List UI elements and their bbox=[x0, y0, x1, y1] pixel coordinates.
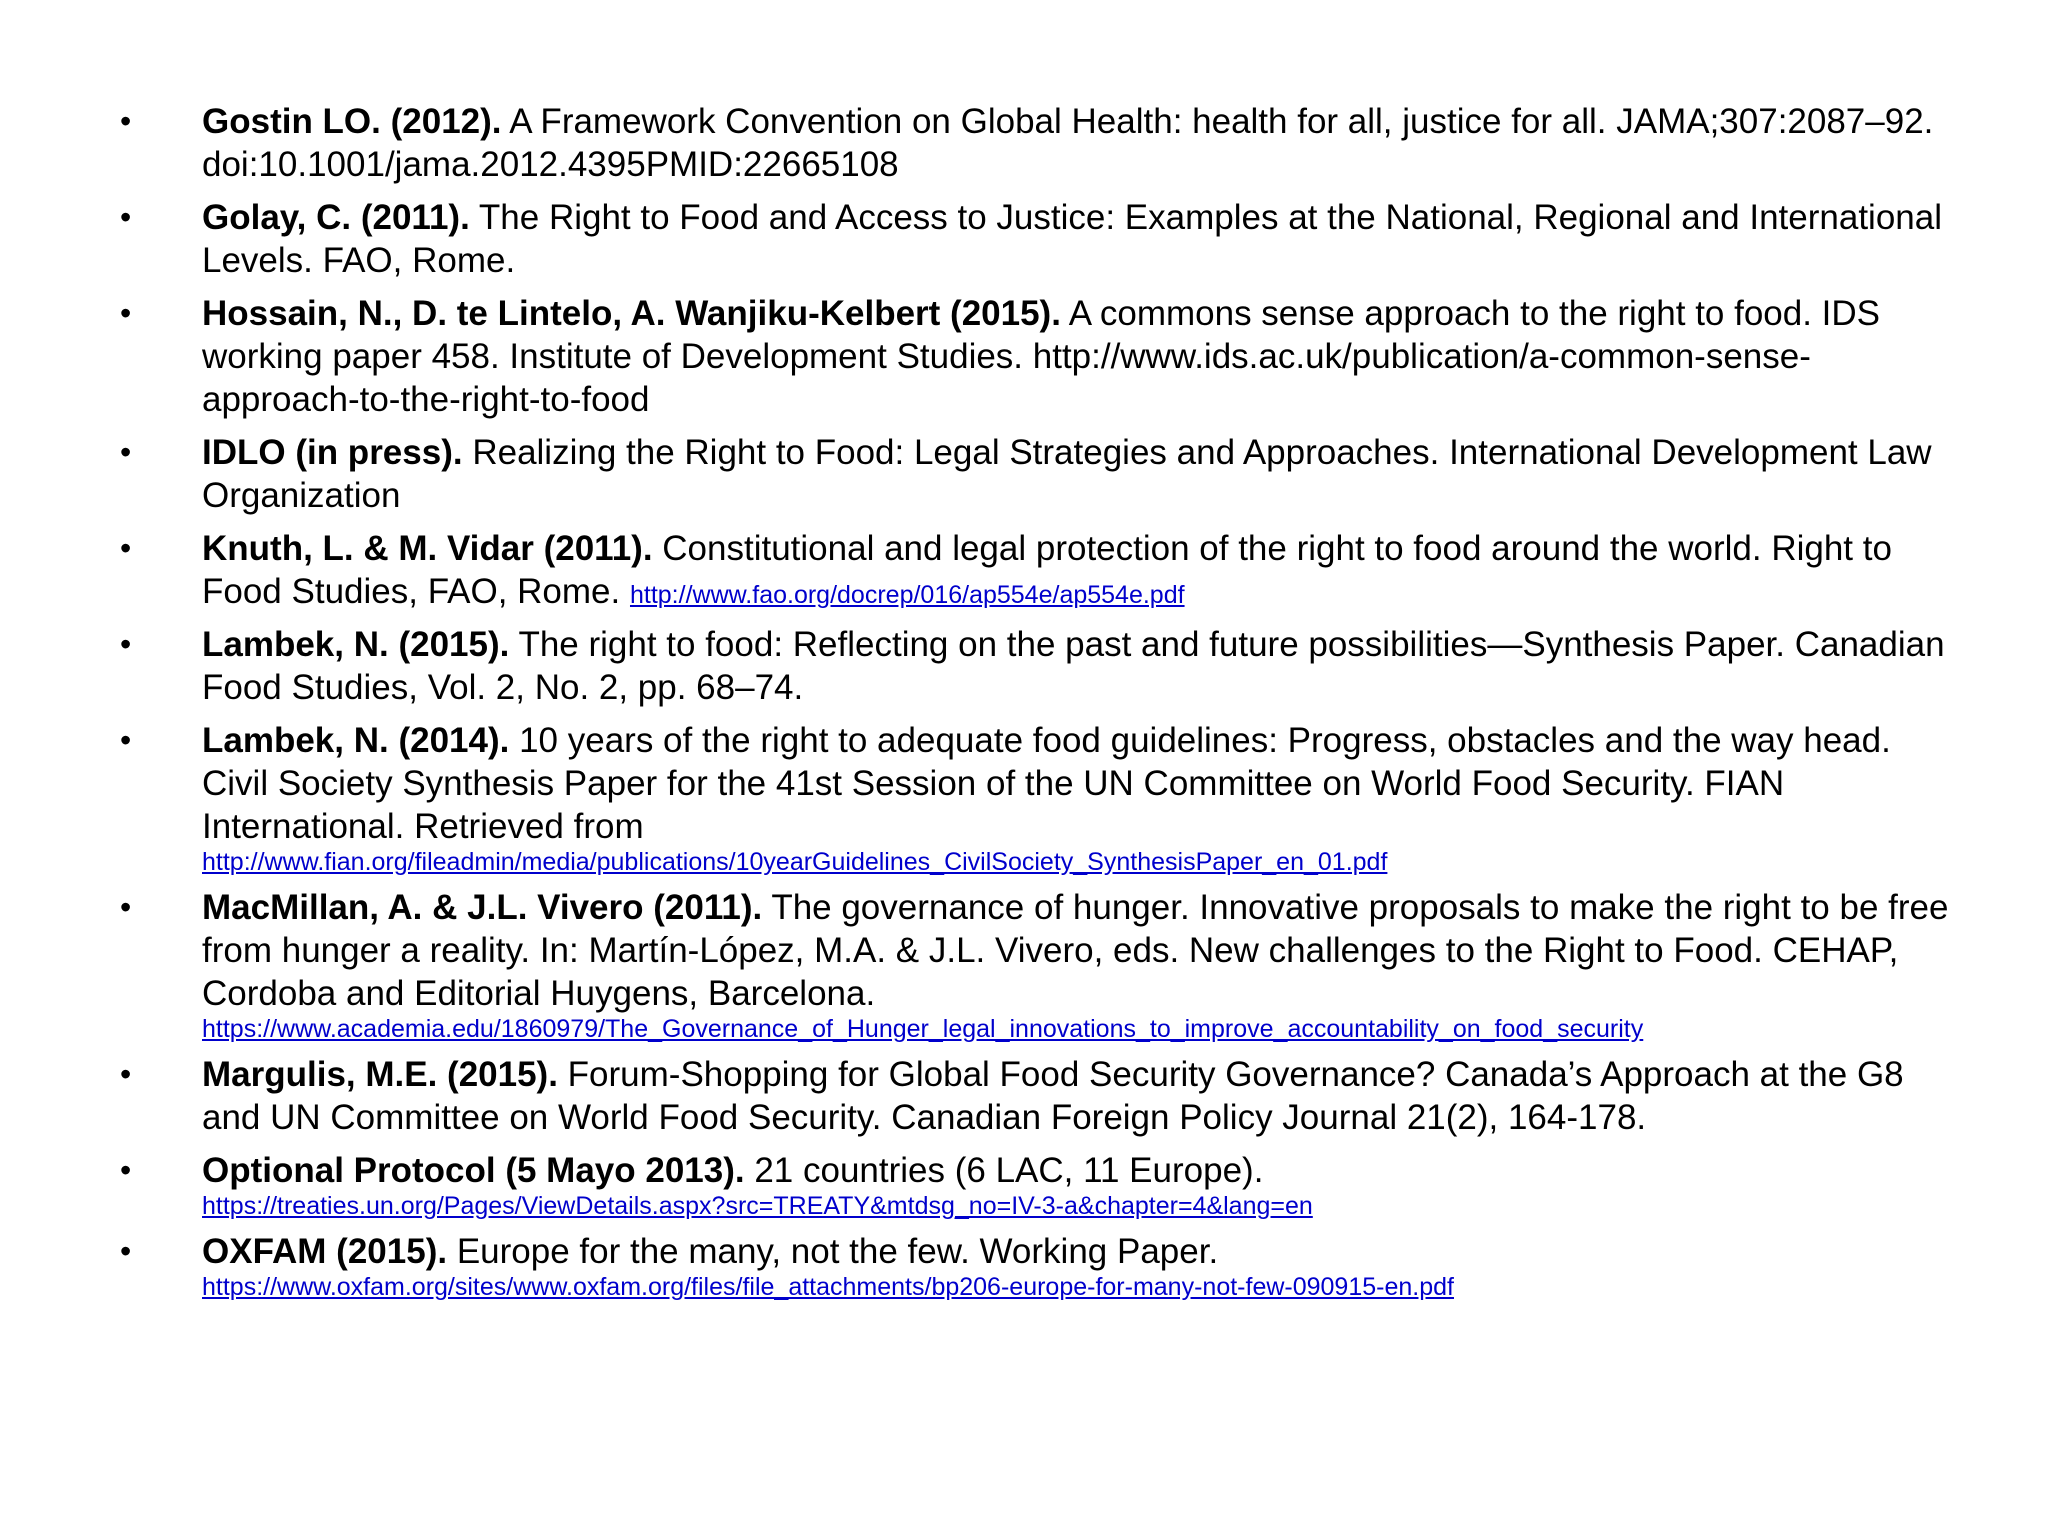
reference-text: Realizing the Right to Food: Legal Strategies and Approaches. International Development Law Organization bbox=[202, 433, 1932, 515]
reference-item bbox=[120, 719, 1960, 876]
bullet-icon: • bbox=[120, 103, 132, 139]
reference-author: Knuth, L. & M. Vidar (2011). bbox=[202, 529, 653, 568]
bullet-icon: • bbox=[120, 1056, 132, 1092]
reference-text: A commons sense approach to the right to food. IDS working paper 458. Institute of Development Studies. http://www.ids.ac.uk/publication/a-common-sense-approach-to-the-right-to-food bbox=[202, 294, 1881, 419]
reference-item bbox=[120, 623, 1960, 709]
reference-item bbox=[120, 527, 1960, 613]
reference-author: Optional Protocol (5 Mayo 2013). bbox=[202, 1151, 745, 1190]
reference-author: Lambek, N. (2014). bbox=[202, 721, 510, 760]
reference-author: Margulis, M.E. (2015). bbox=[202, 1055, 558, 1094]
reference-author: Gostin LO. (2012). bbox=[202, 102, 502, 141]
reference-list bbox=[120, 100, 1960, 1311]
reference-link[interactable]: https://www.academia.edu/1860979/The_Governance_of_Hunger_legal_innovations_to_improve_accountability_on_food_security bbox=[202, 1015, 1644, 1043]
bullet-icon: • bbox=[120, 722, 132, 758]
reference-text: Constitutional and legal protection of the right to food around the world. Right to Food Studies, FAO, Rome. bbox=[202, 529, 1892, 611]
reference-item bbox=[120, 431, 1960, 517]
reference-item bbox=[120, 1230, 1960, 1301]
reference-text: The Right to Food and Access to Justice: Examples at the National, Regional and International Levels. FAO, Rome. bbox=[202, 198, 1942, 280]
reference-item bbox=[120, 196, 1960, 282]
reference-text: Forum-Shopping for Global Food Security Governance? Canada’s Approach at the G8 and UN Committee on World Food Security. Canadian Foreign Policy Journal 21(2), 164-178. bbox=[202, 1055, 1904, 1137]
reference-text: The governance of hunger. Innovative proposals to make the right to be free from hunger a reality. In: Martín-López, M.A. & J.L. Vivero, eds. New challenges to the Right to Food. CEHAP, Cordoba and Editorial Huygens, Barcelona. bbox=[202, 888, 1949, 1013]
bullet-icon: • bbox=[120, 1233, 132, 1269]
reference-text: The right to food: Reflecting on the past and future possibilities—Synthesis Paper. Canadian Food Studies, Vol. 2, No. 2, pp. 68–74. bbox=[202, 625, 1945, 707]
reference-text: Europe for the many, not the few. Working Paper. bbox=[456, 1232, 1219, 1271]
reference-item bbox=[120, 1149, 1960, 1220]
reference-author: Lambek, N. (2015). bbox=[202, 625, 510, 664]
reference-link[interactable]: http://www.fian.org/fileadmin/media/publications/10yearGuidelines_CivilSociety_SynthesisPaper_en_01.pdf bbox=[202, 848, 1388, 876]
reference-author: MacMillan, A. & J.L. Vivero (2011). bbox=[202, 888, 763, 927]
reference-text: 10 years of the right to adequate food guidelines: Progress, obstacles and the way head. Civil Society Synthesis Paper for the 41st Session of the UN Committee on World Food Security. FIAN International. Retrieved from bbox=[202, 721, 1891, 846]
reference-link[interactable]: https://treaties.un.org/Pages/ViewDetails.aspx?src=TREATY&mtdsg_no=IV-3-a&chapter=4&lang=en bbox=[202, 1192, 1313, 1220]
bullet-icon: • bbox=[120, 199, 132, 235]
reference-item bbox=[120, 1053, 1960, 1139]
reference-author: Golay, C. (2011). bbox=[202, 198, 470, 237]
reference-author: OXFAM (2015). bbox=[202, 1232, 448, 1271]
reference-text: 21 countries (6 LAC, 11 Europe). bbox=[754, 1151, 1264, 1190]
bullet-icon: • bbox=[120, 1152, 132, 1188]
reference-author: IDLO (in press). bbox=[202, 433, 463, 472]
reference-text: A Framework Convention on Global Health: health for all, justice for all. JAMA;307:2087–92. doi:10.1001/jama.2012.4395PMID:22665108 bbox=[202, 102, 1934, 184]
reference-author: Hossain, N., D. te Lintelo, A. Wanjiku-Kelbert (2015). bbox=[202, 294, 1061, 333]
bullet-icon: • bbox=[120, 295, 132, 331]
reference-item bbox=[120, 100, 1960, 186]
bullet-icon: • bbox=[120, 626, 132, 662]
bullet-icon: • bbox=[120, 889, 132, 925]
reference-link[interactable]: http://www.fao.org/docrep/016/ap554e/ap554e.pdf bbox=[629, 581, 1185, 609]
reference-link[interactable]: https://www.oxfam.org/sites/www.oxfam.org/files/file_attachments/bp206-europe-for-many-not-few-090915-en.pdf bbox=[202, 1273, 1454, 1301]
reference-item bbox=[120, 292, 1960, 421]
reference-item bbox=[120, 886, 1960, 1043]
bullet-icon: • bbox=[120, 530, 132, 566]
bullet-icon: • bbox=[120, 434, 132, 470]
